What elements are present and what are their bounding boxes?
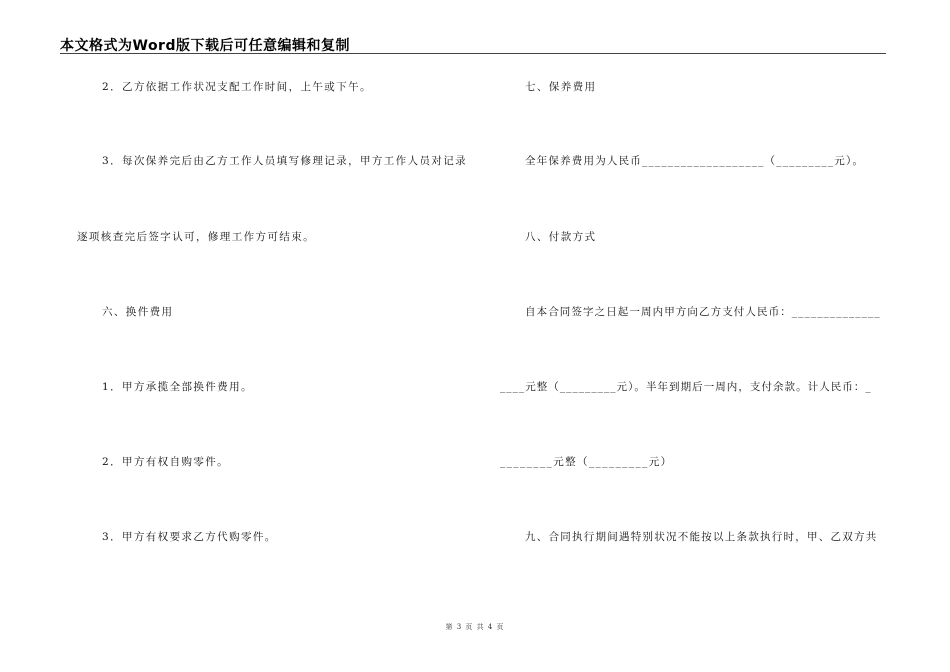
left-paragraph-3: 逐项核查完后签字认可，修理工作方可结束。: [77, 231, 315, 243]
left-paragraph-1: 2．乙方依据工作状况支配工作时间，上午或下午。: [102, 81, 372, 93]
right-paragraph-5: ____元整（_________元）。半年到期后一周内，支付余款。计人民币：_: [500, 381, 872, 393]
page-number-footer: 第 3 页 共 4 页: [445, 623, 505, 631]
left-paragraph-7: 3．甲方有权要求乙方代购零件。: [102, 531, 277, 543]
right-paragraph-6: ________元整（_________元）: [500, 456, 673, 468]
section-heading-eight: 八、付款方式: [525, 231, 597, 243]
header-divider: [60, 53, 886, 54]
left-paragraph-5: 1．甲方承揽全部换件费用。: [102, 381, 253, 393]
section-heading-six: 六、换件费用: [102, 306, 174, 318]
right-paragraph-2: 全年保养费用为人民币___________________（_________元）。: [525, 155, 865, 167]
right-paragraph-4: 自本合同签字之日起一周内甲方向乙方支付人民币：______________: [525, 306, 881, 318]
document-header-title: 本文格式为Word版下载后可任意编辑和复制: [60, 38, 350, 54]
left-paragraph-6: 2．甲方有权自购零件。: [102, 456, 230, 468]
section-heading-seven: 七、保养费用: [525, 81, 597, 93]
section-heading-nine: 九、合同执行期间遇特别状况不能按以上条款执行时，甲、乙双方共: [525, 531, 878, 543]
left-paragraph-2: 3．每次保养完后由乙方工作人员填写修理记录，甲方工作人员对记录: [102, 155, 468, 167]
